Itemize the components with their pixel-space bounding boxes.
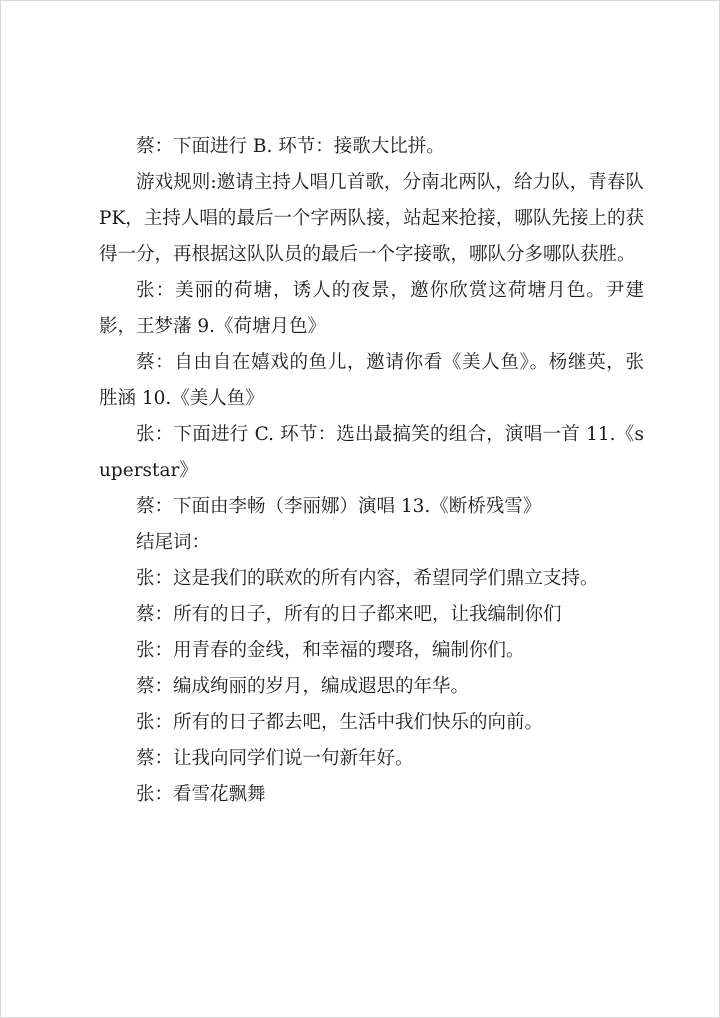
paragraph-closing-4: 蔡：编成绚丽的岁月，编成遐思的年华。	[136, 676, 470, 697]
paragraph-closing-5: 张：所有的日子都去吧，生活中我们快乐的向前。	[136, 712, 544, 733]
paragraph-closing-6: 蔡：让我向同学们说一句新年好。	[136, 748, 414, 769]
paragraph-lotus-pond: 张：美丽的荷塘，诱人的夜景，邀你欣赏这荷塘月色。尹建影，王梦藩 9.《荷塘月色》	[99, 280, 644, 337]
paragraph-closing-3: 张：用青春的金线，和幸福的璎珞，编制你们。	[136, 640, 525, 661]
paragraph-game-rules: 游戏规则:邀请主持人唱几首歌，分南北两队，给力队，青春队 PK，主持人唱的最后一个字两队接，站起来抢接，哪队先接上的获得一分，再根据这队队员的最后一个字接歌，哪队分多哪队获胜。	[99, 172, 644, 265]
paragraph-section-c: 张：下面进行 C. 环节：选出最搞笑的组合，演唱一首 11.《superstar》	[99, 424, 644, 481]
document-body	[99, 129, 644, 813]
paragraph-closing-2: 蔡：所有的日子，所有的日子都来吧，让我编制你们	[136, 604, 562, 625]
paragraph-closing-1: 张：这是我们的联欢的所有内容，希望同学们鼎立支持。	[136, 568, 599, 589]
paragraph-closing-7: 张：看雪花飘舞	[136, 784, 266, 805]
paragraph-broken-bridge: 蔡：下面由李畅（李丽娜）演唱 13.《断桥残雪》	[136, 496, 542, 517]
paragraph-closing-heading: 结尾词：	[136, 532, 211, 553]
paragraph-mermaid: 蔡：自由自在嬉戏的鱼儿，邀请你看《美人鱼》。杨继英，张胜涵 10.《美人鱼》	[99, 352, 644, 409]
paragraph-section-b: 蔡：下面进行 B. 环节：接歌大比拼。	[136, 136, 445, 157]
